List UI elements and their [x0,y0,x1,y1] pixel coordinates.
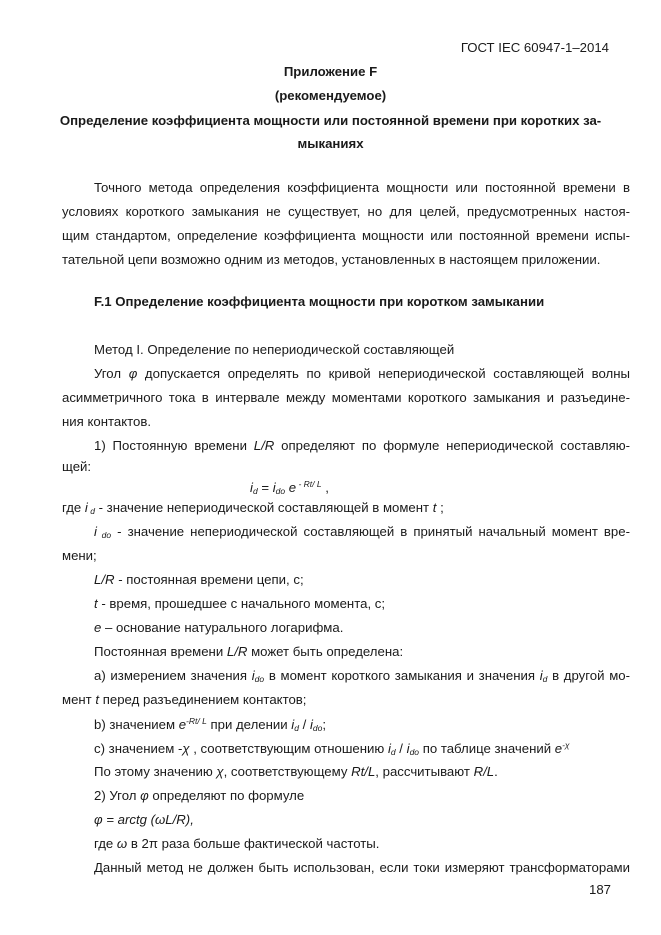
section-title: F.1 Определение коэффициента мощности при коротком замыкании [94,294,545,309]
def-t: t - время, прошедшее с начального момента, с; [94,596,386,611]
omega-def: где ω в 2π раза больше фактической частоты. [94,836,380,851]
annex-status: (рекомендуемое) [274,88,387,103]
annex-heading-line1: Определение коэффициента мощности или постоянной времени при коротких за- [59,113,602,128]
standard-header: ГОСТ IEC 60947-1–2014 [460,40,609,55]
step1-line: щей: [62,459,92,474]
def-id: где i $_d$ - значение непериодической составляющей в момент t ; [62,500,444,516]
option-c: c) значением -χ , соответствующим отношению $i_d / i_{do}$ по таблице значений $e^{-\chi}$ [94,740,570,757]
step1-line: 1) Постоянную времени L/R определяют по формуле непериодической составляю- [94,438,630,453]
def-ido: i $_{do}$ - значение непериодической составляющей в принятый начальный момент вре- [94,524,630,540]
decay-formula: $i_d = i_{do}$ e $^{- Rt/ L}$ , [250,479,329,496]
lr-determination: Постоянная времени L/R может быть определена: [94,644,404,659]
intro-line: условиях короткого замыкания не существует, но для целей, предусмотренных настоя- [62,204,630,219]
intro-line: тательной цепи возможно одним из методов, установленных в настоящем приложении. [62,252,601,267]
page-number: 187 [588,882,611,897]
def-e: e – основание натурального логарифма. [94,620,344,635]
chi-calc: По этому значению χ, соответствующему Rt/L, рассчитывают R/L. [94,764,498,779]
angle-line: ния контактов. [62,414,152,429]
phi-formula: φ = arctg (ωL/R), [94,812,194,827]
intro-line: щим стандартом, определение коэффициента мощности или постоянной времени испы- [62,228,630,243]
intro-line: Точного метода определения коэффициента мощности или постоянной времени в [94,180,630,195]
annex-heading-line2: мыканиях [297,136,364,151]
def-lr: L/R - постоянная времени цепи, с; [94,572,304,587]
step2: 2) Угол φ определяют по формуле [94,788,305,803]
option-a: a) измерением значения $i_{do}$ в момент короткого замыкания и значения $i_d$ в другой мо- [94,668,630,684]
method-limitation: Данный метод не должен быть использован, если токи измеряют трансформаторами [94,860,630,875]
option-a-line2: мент t перед разъединением контактов; [62,692,307,707]
angle-line: Угол φ допускается определять по кривой непериодической составляющей волны [94,366,630,381]
method-title: Метод I. Определение по непериодической составляющей [94,342,455,357]
option-b: b) значением $e^{-Rt/ L}$ при делении $i_d / i_{do}$; [94,716,327,733]
annex-title: Приложение F [283,64,378,79]
def-ido-line2: мени; [62,548,97,563]
angle-line: асимметричного тока в интервале между моментами короткого замыкания и разъедине- [62,390,630,405]
